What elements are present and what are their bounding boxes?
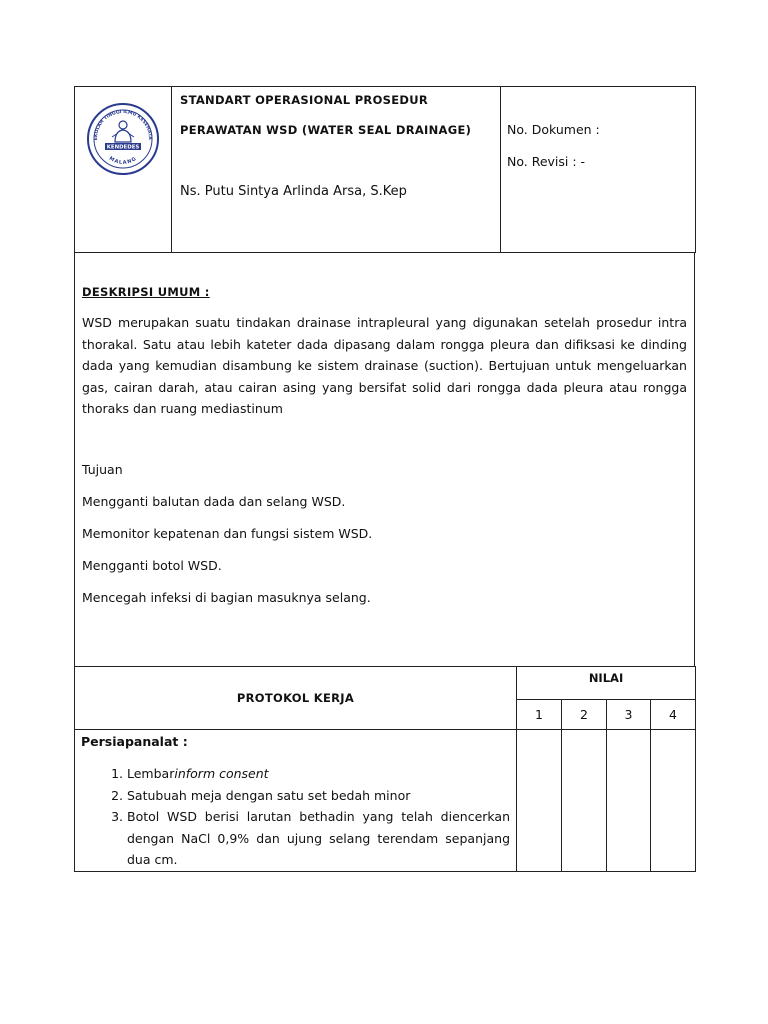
score-column-header: 3: [607, 700, 651, 730]
goal-item: Mencegah infeksi di bagian masuknya selang.: [82, 589, 371, 605]
document-subtitle: PERAWATAN WSD (WATER SEAL DRAINAGE): [180, 123, 472, 137]
title-cell: [172, 87, 501, 253]
institution-seal-icon: [85, 101, 161, 177]
logo-name-text: KENDEDES: [106, 144, 140, 151]
header-table: [74, 86, 696, 253]
score-cell[interactable]: [517, 730, 562, 872]
preparation-cell: [75, 730, 517, 872]
list-item: 2. Satubuah meja dengan satu set bedah minor: [127, 785, 510, 807]
description-cell: [75, 253, 695, 667]
document-info-cell: [501, 87, 696, 253]
logo-cell: [75, 87, 172, 253]
score-column-header: 1: [517, 700, 562, 730]
author-name: Ns. Putu Sintya Arlinda Arsa, S.Kep: [180, 184, 407, 199]
sop-document: [74, 86, 695, 872]
score-cell[interactable]: [607, 730, 651, 872]
description-table: [74, 252, 695, 667]
logo-city-text: MALANG: [107, 155, 139, 166]
protocol-table: [74, 666, 696, 872]
description-paragraph: WSD merupakan suatu tindakan drainase intrapleural yang digunakan setelah prosedur intra thorakal. Satu atau lebih kateter dada dipasang dalam rongga pleura dan difiksasi ke dinding dada yang kemudian disambung ke sistem drainase (suction). Bertujuan untuk mengeluarkan gas, cairan darah, atau cairan asing yang bersifat solid dari rongga dada pleura atau rongga thoraks dan ruang mediastinum: [82, 315, 687, 416]
revision-label: No. Revisi : -: [507, 154, 586, 169]
goal-heading: Tujuan: [82, 461, 123, 477]
score-column-header: 2: [562, 700, 607, 730]
document-title: STANDART OPERASIONAL PROSEDUR: [180, 93, 429, 107]
score-cell[interactable]: [651, 730, 696, 872]
equipment-list: [81, 763, 510, 871]
description-heading: DESKRIPSI UMUM :: [82, 285, 210, 299]
protocol-title: PROTOKOL KERJA: [75, 667, 517, 730]
list-item: 1. Lembarinform consent: [127, 763, 510, 785]
logo-arc-text: EKOLAH TINGGI ILMU KESEHATA: [93, 109, 153, 141]
doc-number-label: No. Dokumen :: [507, 122, 600, 137]
list-item: 3. Botol WSD berisi larutan bethadin yang telah diencerkan dengan NaCl 0,9% dan ujung selang terendam sepanjang dua cm.: [127, 806, 510, 871]
score-cell[interactable]: [562, 730, 607, 872]
score-column-header: 4: [651, 700, 696, 730]
goal-item: Mengganti balutan dada dan selang WSD.: [82, 493, 346, 509]
score-title: NILAI: [517, 667, 696, 700]
preparation-heading: Persiapanalat :: [81, 734, 188, 749]
goal-item: Memonitor kepatenan dan fungsi sistem WSD.: [82, 525, 373, 541]
goal-item: Mengganti botol WSD.: [82, 557, 222, 573]
